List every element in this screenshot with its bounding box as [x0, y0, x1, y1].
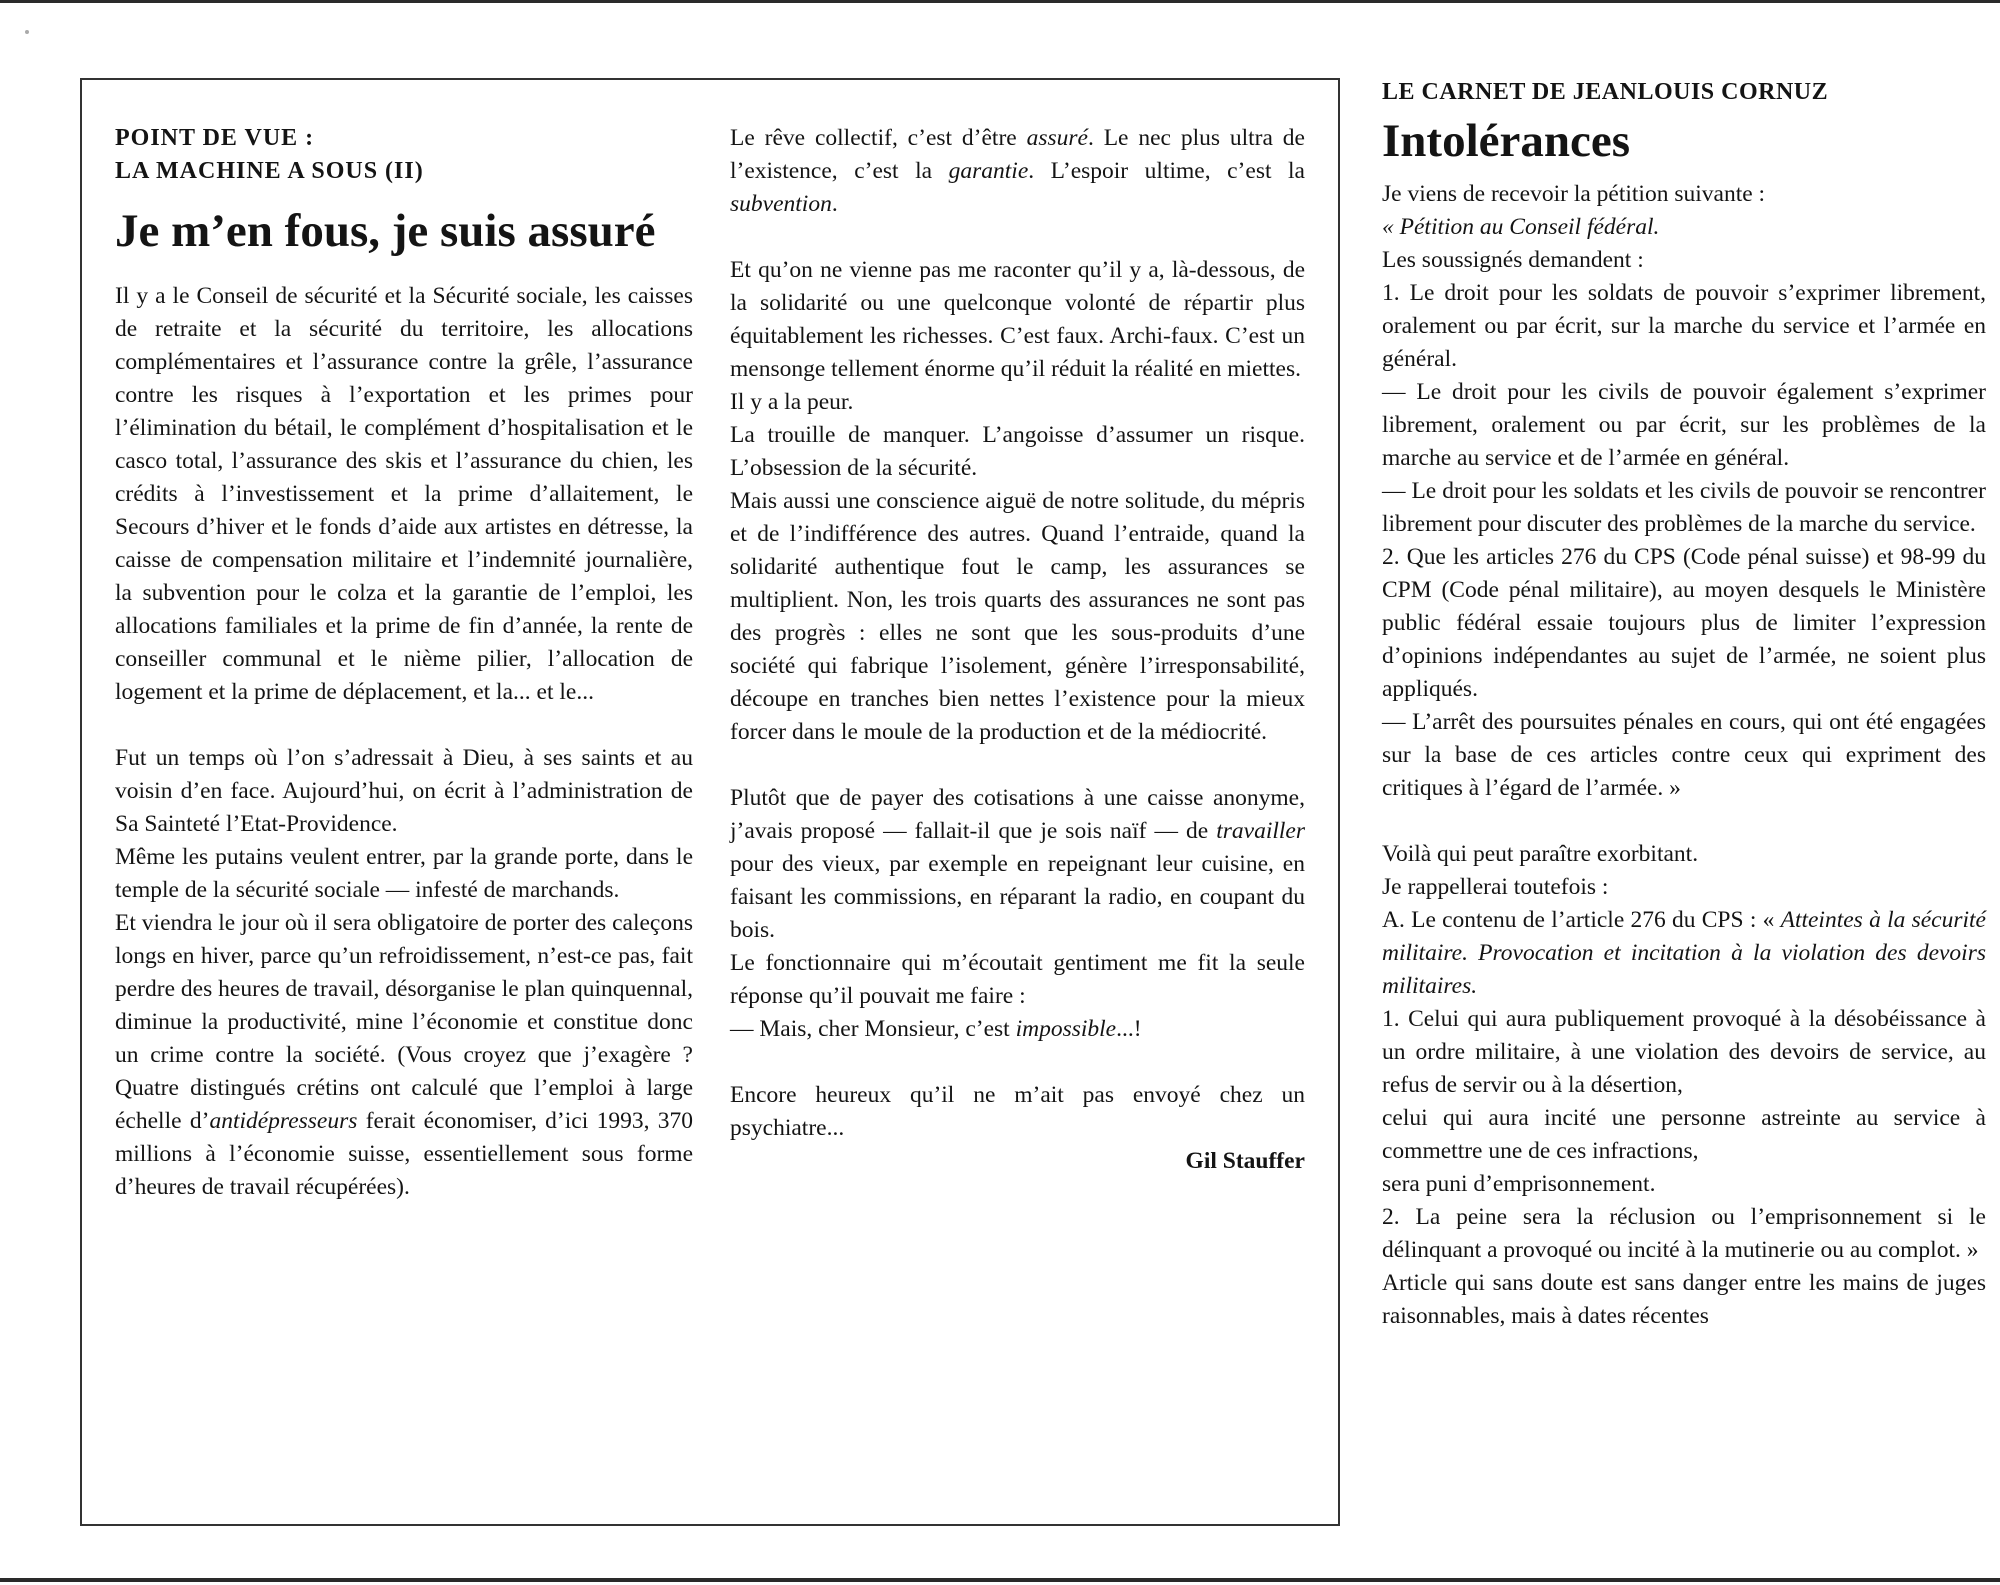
text-run: .: [831, 191, 838, 217]
paragraph: Je viens de recevoir la pétition suivante :: [1382, 181, 1766, 207]
column-headline: Intolérances: [1382, 115, 1631, 167]
italic-text: assuré: [1026, 125, 1088, 151]
right-article-column: [1382, 70, 1986, 1333]
kicker-line-2: LA MACHINE A SOUS (II): [115, 158, 424, 184]
text-run: — Mais, cher Monsieur, c’est: [730, 1016, 1016, 1042]
text-run: Le rêve collectif, c’est d’être: [730, 125, 1027, 151]
article-headline: Je m’en fous, je suis assuré: [115, 205, 656, 257]
left-article-column-2: [730, 122, 1305, 1178]
paragraph: Voilà qui peut paraître exorbitant.: [1382, 841, 1699, 867]
paragraph: [730, 782, 1305, 947]
print-speck: [25, 30, 29, 34]
paragraph: celui qui aura incité une personne astreinte au service à commettre une de ces infractions,: [1382, 1105, 1986, 1164]
paragraph: Je rappellerai toutefois :: [1382, 874, 1609, 900]
paragraph: — L’arrêt des poursuites pénales en cours, qui ont été engagées sur la base de ces articles contre ceux qui expriment des critiques à l’égard de l’armée. »: [1382, 709, 1986, 801]
paragraph: 1. Le droit pour les soldats de pouvoir s’exprimer librement, oralement ou par écrit, sur la marche du service et l’armée en général.: [1382, 280, 1986, 372]
text-run: A. Le contenu de l’article 276 du CPS : «: [1382, 907, 1781, 933]
paragraph: Même les putains veulent entrer, par la grande porte, dans le temple de la sécurité sociale — infesté de marchands.: [115, 844, 693, 903]
italic-text: Atteintes à la sécurité militaire. Provocation et incitation à la violation des devoirs militaires.: [1382, 907, 1986, 999]
paragraph: [730, 122, 1305, 221]
paragraph: Et qu’on ne vienne pas me raconter qu’il y a, là-dessous, de la solidarité ou une quelconque volonté de répartir plus équitablement les richesses. C’est faux. Archi-faux. C’est un mensonge tellement énorme qu’il réduit la réalité en miettes.: [730, 257, 1305, 382]
italic-text: garantie: [948, 158, 1029, 184]
kicker-line-1: POINT DE VUE :: [115, 125, 315, 151]
italic-text: « Pétition au Conseil fédéral.: [1382, 214, 1660, 240]
paragraph: Il y a la peur.: [730, 389, 854, 415]
paragraph: — Le droit pour les soldats et les civils de pouvoir se rencontrer librement pour discuter des problèmes de la marche du service.: [1382, 478, 1986, 537]
text-run: . Le nec plus ultra de l’existence, c’est la: [730, 125, 1305, 184]
italic-text: subvention: [730, 191, 832, 217]
bottom-rule: [0, 1578, 2000, 1582]
text-run: pour des vieux, par exemple en repeignant leur cuisine, en faisant les commissions, en réparant la radio, en coupant du bois.: [730, 851, 1305, 943]
paragraph: [1382, 211, 1986, 244]
column-kicker: LE CARNET DE JEANLOUIS CORNUZ: [1382, 79, 1829, 105]
text-run: ferait économiser, d’ici 1993, 370 millions à l’économie suisse, essentiellement sous forme d’heures de travail récupérées).: [115, 1108, 694, 1200]
text-run: ...!: [1116, 1016, 1142, 1042]
text-run: Plutôt que de payer des cotisations à une caisse anonyme, j’avais proposé — fallait-il que je sois naïf — de: [730, 785, 1305, 844]
italic-text: impossible: [1015, 1016, 1117, 1042]
paragraph: La trouille de manquer. L’angoisse d’assumer un risque. L’obsession de la sécurité.: [730, 422, 1305, 481]
paragraph: 1. Celui qui aura publiquement provoqué à la désobéissance à un ordre militaire, à une violation des devoirs de service, au refus de servir ou à la désertion,: [1382, 1006, 1986, 1098]
article-kicker: [115, 122, 693, 188]
paragraph: [730, 1013, 1305, 1046]
paragraph: [1382, 904, 1986, 1003]
paragraph: Les soussignés demandent :: [1382, 247, 1644, 273]
paragraph: Fut un temps où l’on s’adressait à Dieu, à ses saints et au voisin d’en face. Aujourd’hui, on écrit à l’administration de Sa Sainteté l’Etat-Providence.: [115, 745, 693, 837]
left-article-column-1: [115, 122, 693, 1204]
paragraph: sera puni d’emprisonnement.: [1382, 1171, 1656, 1197]
top-rule: [0, 0, 2000, 3]
paragraph: — Le droit pour les civils de pouvoir également s’exprimer librement, oralement ou par écrit, sur les problèmes de la marche au service et de l’armée en général.: [1382, 379, 1986, 471]
paragraph: Le fonctionnaire qui m’écoutait gentiment me fit la seule réponse qu’il pouvait me faire :: [730, 950, 1305, 1009]
paragraph: Article qui sans doute est sans danger entre les mains de juges raisonnables, mais à dates récentes: [1382, 1270, 1986, 1329]
text-run: . L’espoir ultime, c’est la: [1028, 158, 1305, 184]
italic-text: antidépresseurs: [209, 1108, 358, 1134]
paragraph: Mais aussi une conscience aiguë de notre solitude, du mépris et de l’indifférence des autres. Quand l’entraide, quand la solidarité authentique fout le camp, les assurances se multiplient. Non, les trois quarts des assurances ne sont pas des progrès : elles ne sont que les sous-produits d’une société qui fabrique l’isolement, génère l’irresponsabilité, découpe en tranches bien nettes l’existence pour la mieux forcer dans le moule de la production et de la médiocrité.: [730, 488, 1305, 745]
italic-text: travailler: [1216, 818, 1305, 844]
paragraph: 2. Que les articles 276 du CPS (Code pénal suisse) et 98-99 du CPM (Code pénal militaire), au moyen desquels le Ministère public fédéral essaie toujours plus de limiter l’expression d’opinions indépendantes au sujet de l’armée, ne soient plus appliqués.: [1382, 544, 1986, 702]
paragraph: Il y a le Conseil de sécurité et la Sécurité sociale, les caisses de retraite et la sécurité du territoire, les allocations complémentaires et l’assurance contre la grêle, l’assurance contre les risques à l’exportation et les primes pour l’élimination du bétail, le complément d’hospitalisation et le casco total, l’assurance des skis et l’assurance du chien, les crédits à l’investissement et la prime d’allaitement, le Secours d’hiver et le fonds d’aide aux artistes en détresse, la caisse de compensation militaire et l’indemnité journalière, la subvention pour le colza et la garantie de l’emploi, les allocations familiales et la prime de fin d’année, la rente de conseiller communal et le nième pilier, l’allocation de logement et la prime de déplacement, et la... et le...: [115, 283, 693, 705]
paragraph: [115, 907, 693, 1204]
author-signature: Gil Stauffer: [1185, 1148, 1305, 1174]
paragraph: 2. La peine sera la réclusion ou l’emprisonnement si le délinquant a provoqué ou incité à la mutinerie ou au complot. »: [1382, 1204, 1986, 1263]
text-run: Et viendra le jour où il sera obligatoire de porter des caleçons longs en hiver, parce qu’un refroidissement, n’est-ce pas, fait perdre des heures de travail, désorganise le plan quinquennal, diminue la productivité, mine l’économie et constitue donc un crime contre la société. (Vous croyez que j’exagère ? Quatre distingués crétins ont calculé que l’emploi à large échelle d’: [115, 910, 693, 1134]
paragraph: Encore heureux qu’il ne m’ait pas envoyé chez un psychiatre...: [730, 1082, 1305, 1141]
